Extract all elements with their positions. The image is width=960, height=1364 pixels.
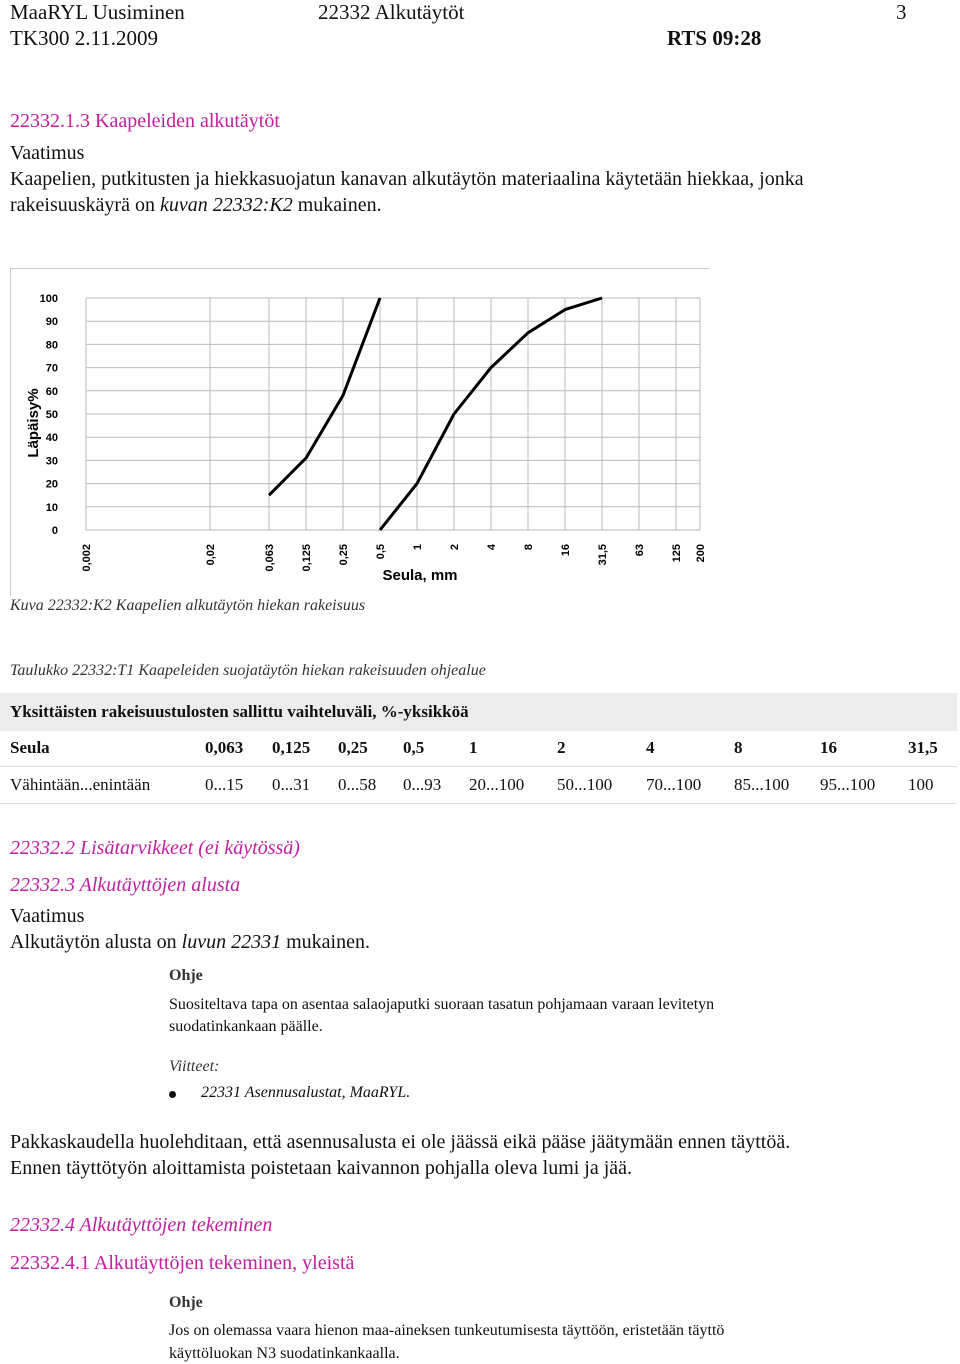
- section-heading-22332-4-1: 22332.4.1 Alkutäyttöjen tekeminen, yleistä: [10, 1252, 355, 1274]
- y-tick-label: 20: [45, 478, 58, 491]
- header-doc-title: MaaRYL Uusiminen: [10, 0, 185, 24]
- figure-caption: [10, 597, 365, 615]
- table-header: Yksittäisten rakeisuustulosten sallittu vaihteluväli, %-yksikköä: [10, 702, 469, 721]
- table-caption-text: Kaapeleiden suojatäytön hiekan rakeisuuden ohjealue: [134, 662, 486, 679]
- section-heading-22332-2: 22332.2 Lisätarvikkeet (ei käytössä): [10, 837, 300, 859]
- bullet-icon: [169, 1091, 176, 1098]
- figure-caption-text: Kaapelien alkutäytön hiekan rakeisuus: [111, 597, 366, 614]
- text-segment: mukainen.: [281, 931, 370, 953]
- table-row-label-seula: Seula: [10, 738, 50, 757]
- chapter-reference-link[interactable]: luvun 22331: [181, 931, 282, 953]
- header-rts-code: RTS 09:28: [667, 26, 762, 50]
- table-cell: 0...58: [338, 775, 377, 794]
- table-cell: 95...100: [820, 775, 876, 794]
- requirement-text-line-1: Kaapelien, putkitusten ja hiekkasuojatun kanavan alkutäytön materiaalina käytetään hiekkaa, jonka: [10, 168, 804, 190]
- header-doc-code: TK300 2.11.2009: [10, 26, 158, 50]
- grain-size-chart: [10, 268, 710, 596]
- x-tick-label: 0,25: [338, 544, 350, 566]
- x-tick-label: 8: [523, 544, 535, 551]
- figure-caption-label: Kuva 22332:K2: [10, 597, 112, 614]
- y-tick-label: 70: [45, 362, 58, 375]
- table-cell: 0...31: [272, 775, 311, 794]
- x-tick-label: 125: [671, 544, 683, 563]
- x-tick-label: 0,02: [205, 544, 217, 566]
- y-tick-label: 10: [45, 501, 58, 514]
- table-cell: 4: [646, 738, 655, 757]
- requirement-label: Vaatimus: [10, 142, 85, 164]
- table-cell: 0,25: [338, 738, 368, 757]
- table-cell: 0,125: [272, 738, 311, 757]
- x-axis-label: Seula, mm: [382, 567, 458, 584]
- text-segment: rakeisuuskäyrä on: [10, 194, 160, 216]
- paragraph-line-2: Ennen täyttötyön aloittamista poistetaan kaivannon pohjalla oleva lumi ja jää.: [10, 1157, 633, 1179]
- guide-text-line-1: Jos on olemassa vaara hienon maa-aineksen tunkeutumisesta täyttöön, eristetään täyttö: [169, 1322, 725, 1339]
- table-cell: 31,5: [908, 738, 938, 757]
- table-cell: 50...100: [557, 775, 613, 794]
- table-cell: 0...93: [403, 775, 442, 794]
- text-segment: Alkutäytön alusta on: [10, 931, 182, 953]
- y-tick-label: 80: [45, 339, 58, 352]
- guide-text-line-2: käyttöluokan N3 suodatinkankaalla.: [169, 1345, 400, 1362]
- x-tick-label: 1: [412, 544, 424, 551]
- requirement-text: [10, 931, 370, 954]
- text-segment: mukainen.: [292, 194, 382, 216]
- guide-text-line-2: suodatinkankaan päälle.: [169, 1018, 323, 1035]
- table-cell: 1: [469, 738, 478, 757]
- page-number: 3: [896, 0, 907, 24]
- x-tick-label: 0,125: [301, 544, 313, 572]
- section-heading-22332-4: 22332.4 Alkutäyttöjen tekeminen: [10, 1214, 273, 1236]
- reference-item-link[interactable]: 22331 Asennusalustat, MaaRYL.: [201, 1084, 411, 1101]
- grain-size-chart-svg: [10, 268, 710, 596]
- table-cell: 0,063: [205, 738, 244, 757]
- x-tick-label: 31,5: [597, 544, 609, 566]
- x-tick-label: 0,063: [264, 544, 276, 572]
- header-section-title: 22332 Alkutäytöt: [318, 0, 465, 24]
- table-cell: 8: [734, 738, 743, 757]
- table-cell: 2: [557, 738, 566, 757]
- table-cell: 100: [908, 775, 934, 794]
- section-heading-22332-3: 22332.3 Alkutäyttöjen alusta: [10, 874, 241, 896]
- y-tick-label: 40: [45, 432, 58, 445]
- section-heading-22332-1-3: 22332.1.3 Kaapeleiden alkutäytöt: [10, 110, 280, 132]
- requirement-label: Vaatimus: [10, 905, 85, 927]
- table-row-divider: [0, 766, 957, 767]
- guide-text-line-1: Suositeltava tapa on asentaa salaojaputki suoraan tasatun pohjamaan varaan levitetyn: [169, 996, 715, 1013]
- table-row-label-range: Vähintään...enintään: [10, 775, 151, 794]
- y-axis-label: Läpäisy%: [25, 388, 42, 458]
- guide-label: Ohje: [169, 1294, 203, 1311]
- x-tick-label: 2: [449, 544, 461, 551]
- requirement-text-line-2: [10, 194, 382, 217]
- guide-label: Ohje: [169, 967, 203, 984]
- table-cell: 0...15: [205, 775, 244, 794]
- x-tick-label: 63: [634, 544, 646, 557]
- y-tick-label: 50: [45, 409, 58, 421]
- table-cell: 20...100: [469, 775, 525, 794]
- x-tick-label: 0,002: [81, 544, 93, 572]
- y-tick-label: 30: [45, 455, 58, 468]
- table-cell: 16: [820, 738, 837, 757]
- paragraph-line-1: Pakkaskaudella huolehditaan, että asennusalusta ei ole jäässä eikä pääse jäätymään ennen täyttöä.: [10, 1131, 791, 1153]
- grading-curve-fine-limit: [269, 298, 380, 495]
- references-label: Viitteet:: [169, 1058, 220, 1075]
- y-tick-label: 100: [39, 293, 58, 305]
- x-tick-label: 0,5: [375, 544, 387, 560]
- table-caption: [10, 662, 486, 680]
- table-cell: 70...100: [646, 775, 702, 794]
- x-tick-label: 16: [560, 544, 572, 557]
- y-tick-label: 90: [45, 316, 58, 329]
- table-cell: 85...100: [734, 775, 790, 794]
- figure-reference-link[interactable]: kuvan 22332:K2: [159, 194, 293, 216]
- table-cell: 0,5: [403, 738, 425, 757]
- x-tick-label: 4: [486, 544, 498, 551]
- y-tick-label: 60: [45, 385, 58, 398]
- y-tick-label: 0: [51, 525, 58, 537]
- x-tick-label: 200: [695, 544, 707, 563]
- table-caption-label: Taulukko 22332:T1: [10, 662, 135, 679]
- table-row-divider: [0, 803, 957, 804]
